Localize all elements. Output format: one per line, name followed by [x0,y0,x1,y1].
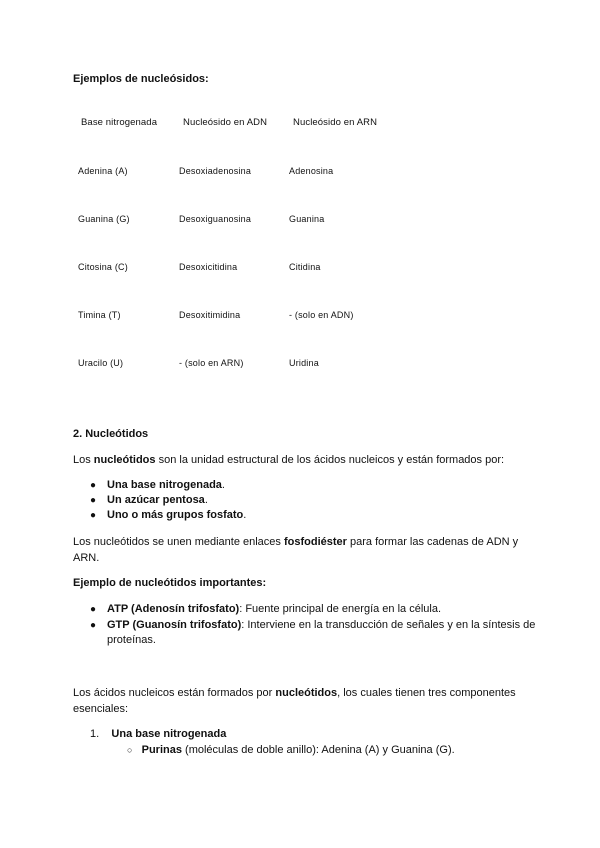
table-cell: Guanina [289,214,325,224]
section-title: 2. Nucleótidos [73,428,149,440]
bond-paragraph: Los nucleótidos se unen mediante enlaces fosfodiéster para formar las cadenas de ADN y ARN. [73,536,519,564]
table-cell: Uracilo (U) [78,358,124,368]
table-cell: Desoxicitidina [179,262,238,272]
closing-paragraph: Los ácidos nucleicos están formados por nucleótidos, los cuales tienen tres componentes esenciales: [73,687,516,715]
table-cell: Desoxitimidina [179,310,241,320]
sub-list-item: ○ Purinas (moléculas de doble anillo): Adenina (A) y Guanina (G). [127,744,455,756]
table-cell: - (solo en ARN) [179,358,244,368]
numbered-item: 1. Una base nitrogenada [90,728,227,740]
list-item: ● Uno o más grupos fosfato. [90,509,247,521]
table-cell: Citosina (C) [78,262,128,272]
table-header-arn: Nucleósido en ARN [293,117,378,128]
list-item: ● GTP (Guanosín trifosfato): Interviene en la transducción de señales y en la síntesis de proteínas. [90,619,536,646]
list-item: ● ATP (Adenosín trifosfato): Fuente principal de energía en la célula. [90,603,442,615]
table-cell: Adenosina [289,166,334,176]
table-cell: Guanina (G) [78,214,130,224]
table-header-base: Base nitrogenada [81,117,158,128]
intro-paragraph: Los nucleótidos son la unidad estructural de los ácidos nucleicos y están formados por: [73,454,505,466]
table-cell: Uridina [289,358,319,368]
table-cell: Desoxiguanosina [179,214,252,224]
table-cell: Timina (T) [78,310,121,320]
table-cell: Desoxiadenosina [179,166,252,176]
examples-heading: Ejemplos de nucleósidos: [73,73,209,85]
table-cell: Adenina (A) [78,166,128,176]
table-cell: Citidina [289,262,321,272]
table-cell: - (solo en ADN) [289,310,354,320]
table-header-adn: Nucleósido en ADN [183,117,268,128]
list-item: ● Una base nitrogenada. [90,479,225,491]
list-item: ● Un azúcar pentosa. [90,494,208,506]
nucleotide-examples-title: Ejemplo de nucleótidos importantes: [73,577,267,589]
